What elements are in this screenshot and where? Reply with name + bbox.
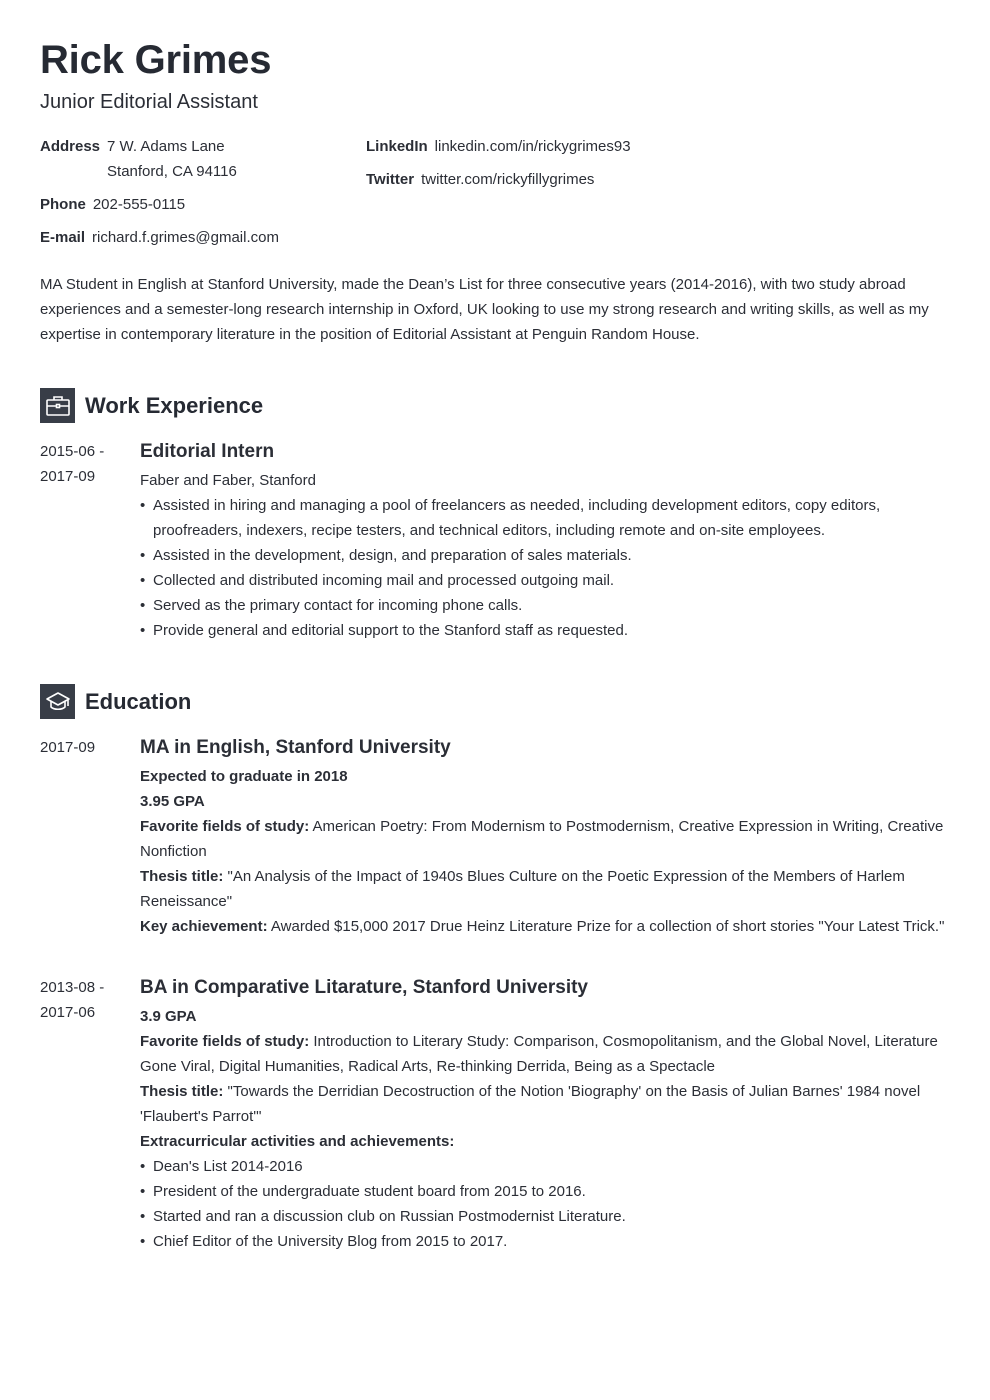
twitter-link[interactable]: twitter.com/rickyfillygrimes — [421, 171, 595, 188]
contact-info — [40, 134, 950, 252]
contact-address — [40, 134, 279, 184]
work-company: Faber and Faber, Stanford — [140, 472, 316, 489]
education-entry-date — [40, 735, 140, 939]
work-responsibilities — [140, 493, 950, 643]
graduation-cap-icon — [40, 684, 75, 719]
ba-date-end: 2017-06 — [40, 1004, 96, 1021]
education-entry-date — [40, 975, 140, 1254]
fields-label: Favorite fields of study: — [140, 1033, 310, 1050]
phone-label: Phone — [40, 196, 86, 213]
list-item: • Assisted in the development, design, and preparation of sales materials. — [140, 543, 950, 568]
education-entry-body — [140, 975, 950, 1254]
ma-achievement — [140, 914, 950, 939]
fields-value: American Poetry: From Modernism to Postmodernism, Creative Expression in Writing, Creative Nonfiction — [140, 818, 944, 860]
work-date-start: 2015-06 - — [40, 443, 105, 460]
contact-phone — [40, 192, 279, 217]
education-entry-ba — [40, 975, 950, 1254]
briefcase-icon — [40, 388, 75, 423]
candidate-name: Rick Grimes — [40, 38, 272, 82]
contact-linkedin — [366, 134, 631, 159]
ma-gpa: 3.95 GPA — [140, 793, 205, 810]
list-item: • Dean's List 2014-2016 — [140, 1154, 950, 1179]
profile-summary: MA Student in English at Stanford University, made the Dean’s List for three consecutive years (2014-2016), with two study abroad experiences and a semester-long research internship in Oxford, UK looking to use my strong research and writing skills, as well as my expertise in contemporary literature in the position of Editorial Assistant at Penguin Random House. — [40, 276, 929, 343]
ba-degree: BA in Comparative Litarature, Stanford University — [140, 977, 589, 998]
achievement-label: Key achievement: — [140, 918, 268, 935]
contact-column-left — [40, 134, 279, 258]
list-item: • Assisted in hiring and managing a pool of freelancers as needed, including development editors, copy editors, proofreaders, indexers, recipe testers, and technical editors, including remote and on-site employees. — [140, 493, 950, 543]
work-entry — [40, 439, 950, 643]
address-line-1: 7 W. Adams Lane — [107, 138, 225, 155]
ba-gpa: 3.9 GPA — [140, 1008, 197, 1025]
contact-email — [40, 225, 279, 250]
education-header — [40, 684, 950, 719]
thesis-value: "Towards the Derridian Decostruction of the Notion 'Biography' on the Basis of Julian Barnes' 1984 novel 'Flaubert's Parrot'" — [140, 1083, 921, 1125]
linkedin-label: LinkedIn — [366, 138, 428, 155]
thesis-label: Thesis title: — [140, 1083, 224, 1100]
email-label: E-mail — [40, 229, 86, 246]
achievement-value: Awarded $15,000 2017 Drue Heinz Literature Prize for a collection of short stories "Your Latest Trick." — [270, 918, 945, 935]
education-title: Education — [85, 688, 192, 714]
work-experience-title: Work Experience — [85, 392, 264, 418]
ma-date: 2017-09 — [40, 739, 96, 756]
work-date-end: 2017-09 — [40, 468, 96, 485]
education-entry-ma — [40, 735, 950, 939]
extracurricular-label: Extracurricular activities and achievements: — [140, 1133, 455, 1150]
education-entry-body — [140, 735, 950, 939]
email-value[interactable]: richard.f.grimes@gmail.com — [92, 229, 279, 246]
candidate-title: Junior Editorial Assistant — [40, 91, 258, 113]
list-item: • President of the undergraduate student board from 2015 to 2016. — [140, 1179, 950, 1204]
ba-fields — [140, 1029, 950, 1079]
contact-twitter — [366, 167, 631, 192]
work-experience-header — [40, 388, 950, 423]
extracurricular-list — [140, 1154, 950, 1254]
work-entry-body — [140, 439, 950, 643]
phone-value: 202-555-0115 — [92, 196, 186, 213]
ma-fields — [140, 814, 950, 864]
address-label: Address — [40, 138, 101, 155]
twitter-label: Twitter — [366, 171, 415, 188]
linkedin-link[interactable]: linkedin.com/in/rickygrimes93 — [434, 138, 631, 155]
work-entry-date — [40, 439, 140, 643]
list-item: • Served as the primary contact for incoming phone calls. — [140, 593, 950, 618]
ba-date-start: 2013-08 - — [40, 979, 105, 996]
ma-degree: MA in English, Stanford University — [140, 737, 451, 758]
ba-thesis — [140, 1079, 950, 1129]
thesis-label: Thesis title: — [140, 868, 224, 885]
list-item: • Provide general and editorial support to the Stanford staff as requested. — [140, 618, 950, 643]
ma-expected: Expected to graduate in 2018 — [140, 768, 348, 785]
list-item: • Started and ran a discussion club on Russian Postmodernist Literature. — [140, 1204, 950, 1229]
contact-column-right — [366, 134, 631, 200]
list-item: • Collected and distributed incoming mail and processed outgoing mail. — [140, 568, 950, 593]
ma-thesis — [140, 864, 950, 914]
fields-value: Introduction to Literary Study: Comparison, Cosmopolitanism, and the Global Novel, Literature Gone Viral, Digital Humanities, Radical Arts, Re-thinking Derrida, Being as a Spectacle — [140, 1033, 938, 1075]
work-role: Editorial Intern — [140, 441, 275, 462]
thesis-value: "An Analysis of the Impact of 1940s Blues Culture on the Poetic Expression of the Members of Harlem Reneissance" — [140, 868, 905, 910]
list-item: • Chief Editor of the University Blog from 2015 to 2017. — [140, 1229, 950, 1254]
fields-label: Favorite fields of study: — [140, 818, 310, 835]
resume — [40, 36, 950, 1254]
address-line-2: Stanford, CA 94116 — [107, 163, 237, 180]
address-value — [107, 134, 237, 184]
